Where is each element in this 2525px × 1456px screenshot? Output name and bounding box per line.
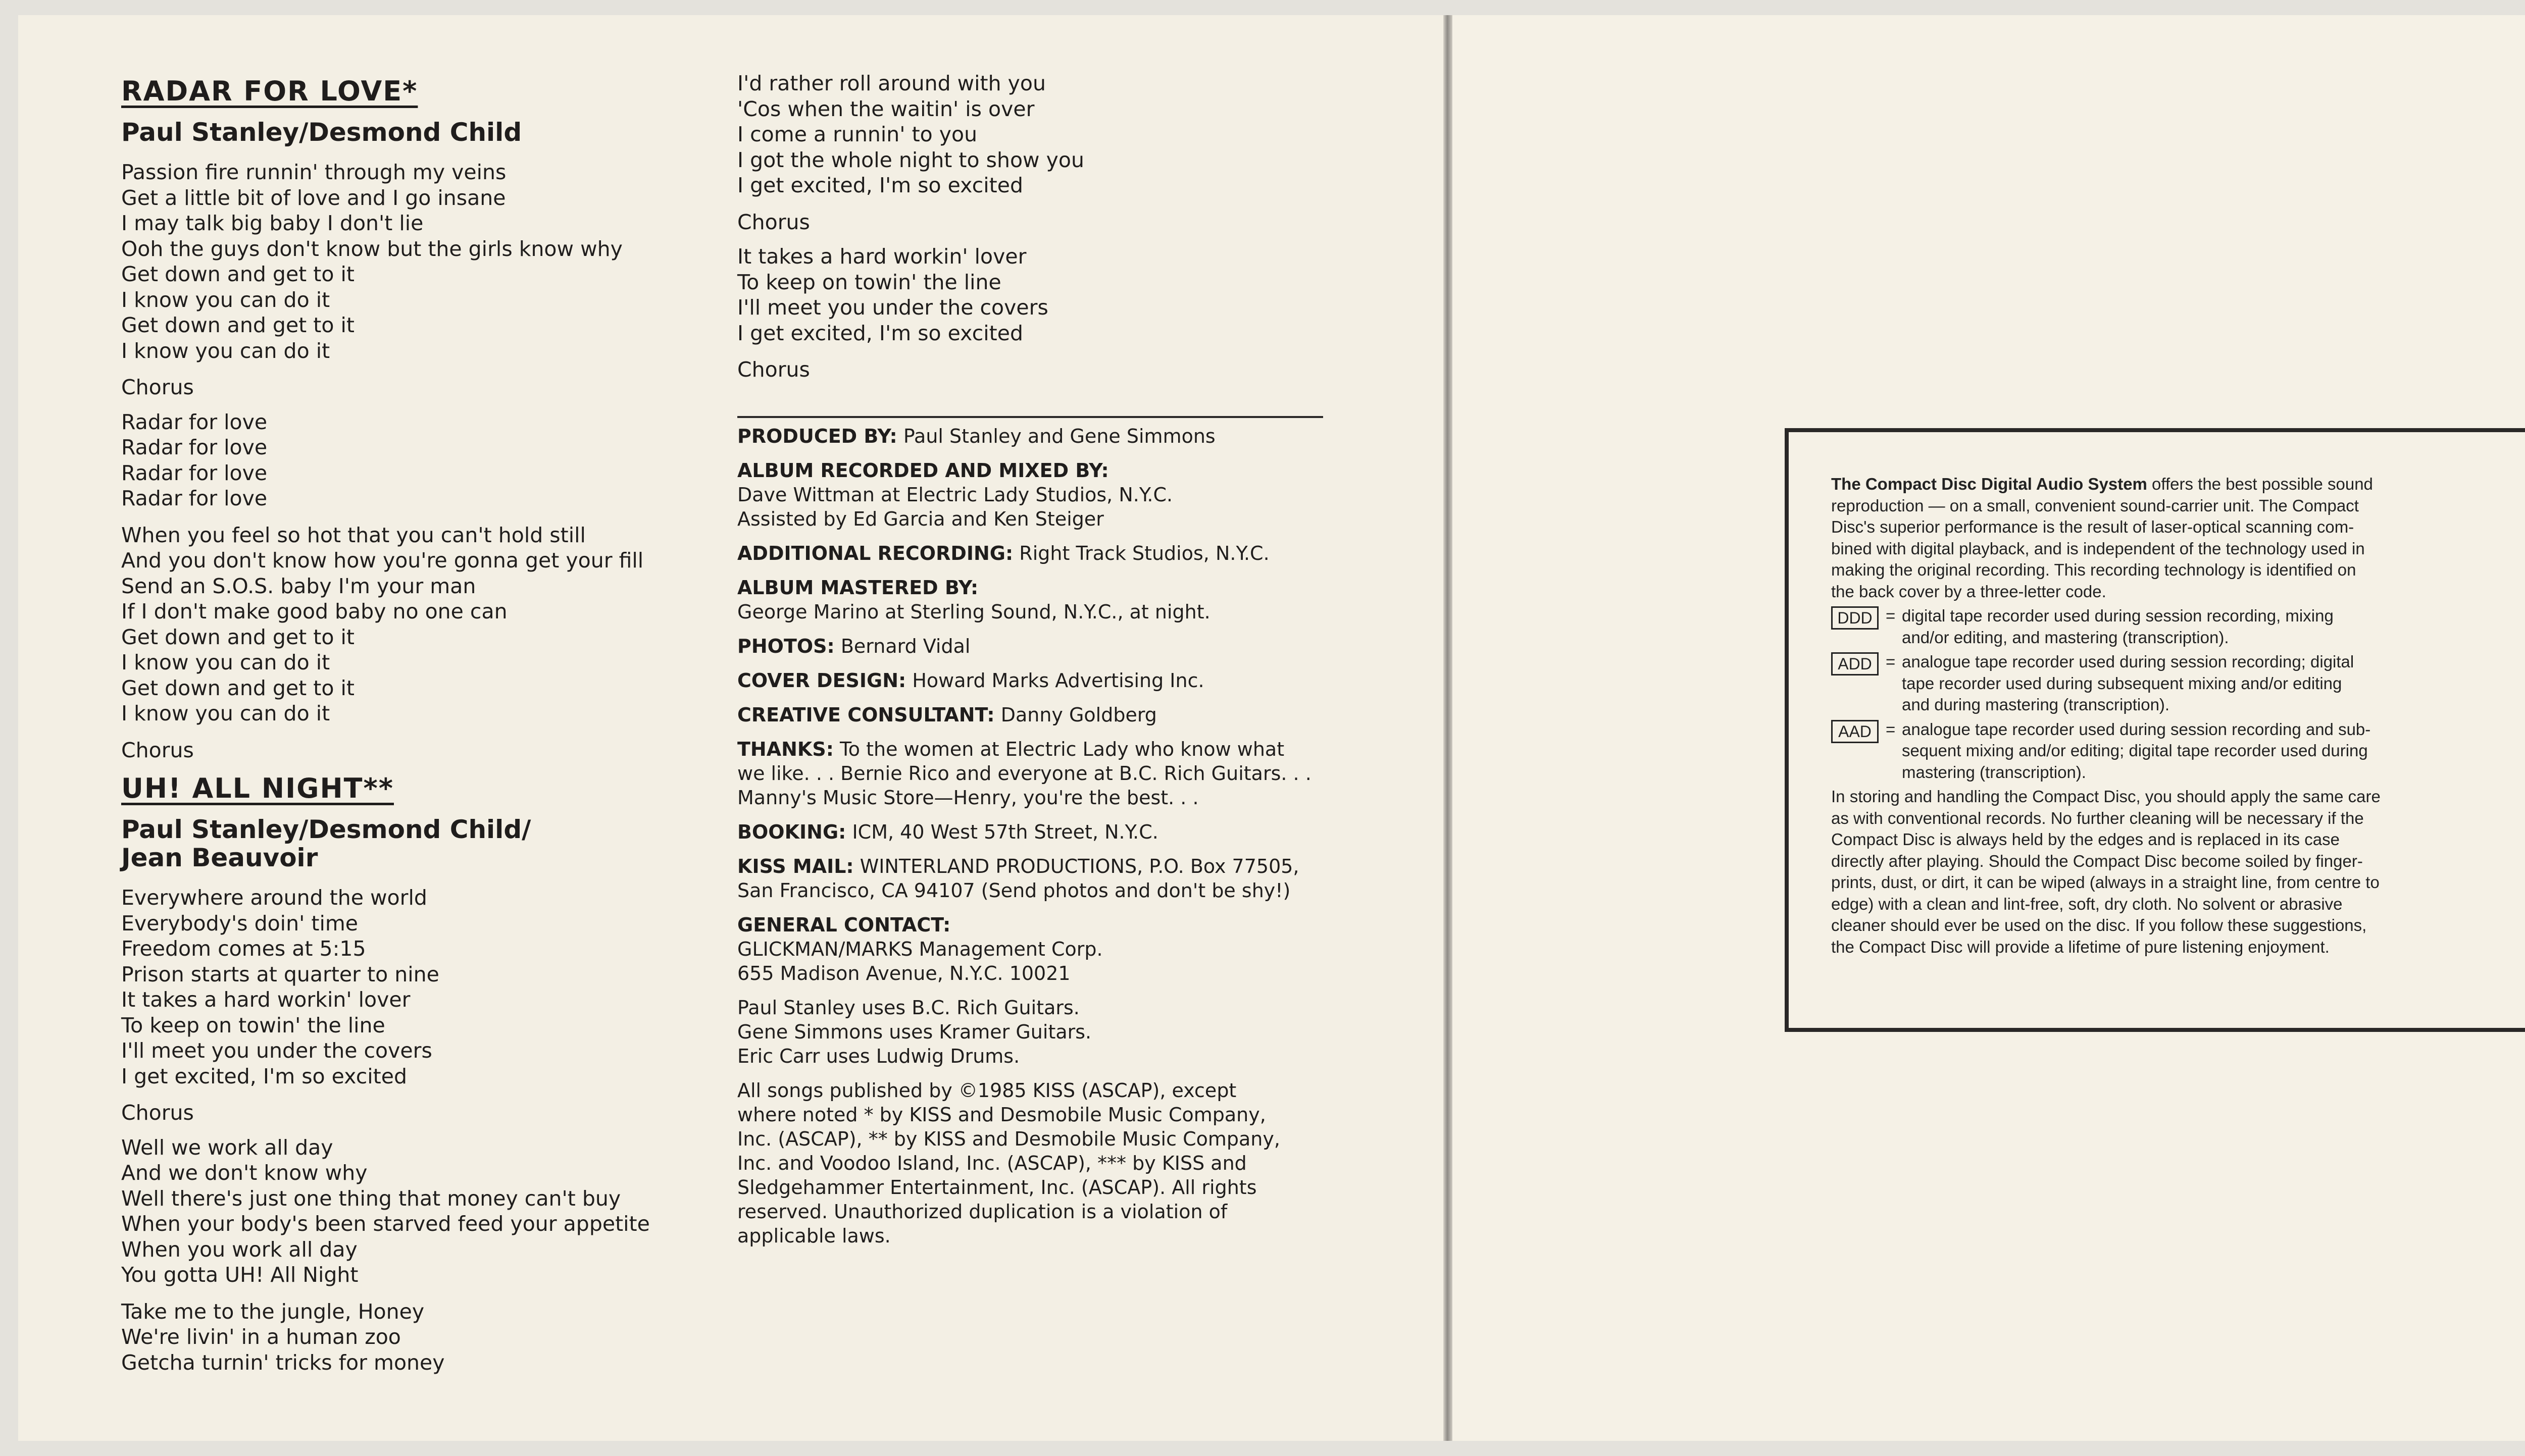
cd-care-line: directly after playing. Should the Compact Disc become soiled by finger- [1831,851,2363,870]
credit-label: ALBUM MASTERED BY: [737,576,979,599]
lyric-line: Take me to the jungle, Honey [121,1299,425,1324]
lyric-line: If I don't make good baby no one can [121,599,508,623]
lyric-line: You gotta UH! All Night [121,1263,359,1287]
lyric-line: Everywhere around the world [121,886,427,910]
publishing-line: Inc. (ASCAP), ** by KISS and Desmobile Music Company, [737,1127,1280,1150]
credit-value: To the women at Electric Lady who know what [840,738,1285,760]
credit-label: COVER DESIGN: [737,669,906,692]
credit-value: WINTERLAND PRODUCTIONS, P.O. Box 77505, [860,855,1299,877]
lyrics-credits-column [737,71,1328,1258]
credit-creative [737,703,1328,727]
credit-label: BOOKING: [737,820,846,843]
credit-value: GLICKMAN/MARKS Management Corp. [737,938,1103,960]
lyric-line: I get excited, I'm so excited [737,173,1023,197]
credit-produced [737,424,1328,448]
writer-line: Paul Stanley/Desmond Child/ [121,815,531,844]
cd-code-line: and during mastering (transcription). [1902,695,2170,714]
credit-value: San Francisco, CA 94107 (Send photos and don't be shy!) [737,879,1291,902]
lyric-line: Everybody's doin' time [121,911,358,935]
lyric-line: I know you can do it [121,287,330,312]
lyric-line: I'll meet you under the covers [737,295,1048,320]
credit-value: Danny Goldberg [1000,703,1157,726]
cd-care-text [1831,786,2500,958]
lyric-line: And we don't know why [121,1161,368,1185]
credit-cover [737,668,1328,693]
cd-code-line: sequent mixing and/or editing; digital tape recorder used during [1902,741,2368,760]
cd-code-equals: = [1886,652,1896,671]
cd-intro-line: Disc's superior performance is the result of laser-optical scanning com- [1831,517,2354,536]
lyric-line: And you don't know how you're gonna get your fill [121,548,644,573]
credit-value: Howard Marks Advertising Inc. [912,669,1204,692]
lyric-line: Prison starts at quarter to nine [121,962,439,986]
credits-divider [737,416,1323,418]
cd-code-row [1831,651,2500,716]
publishing-line: Inc. and Voodoo Island, Inc. (ASCAP), *** by KISS and [737,1152,1247,1174]
lyric-line: Freedom comes at 5:15 [121,937,366,961]
lyric-line: Get down and get to it [121,313,355,337]
cd-code-row [1831,605,2500,648]
credit-gear [737,996,1328,1068]
lyric-line: I may talk big baby I don't lie [121,211,424,235]
song-title: RADAR FOR LOVE* [121,75,418,107]
cd-code-line: analogue tape recorder used during session recording and sub- [1902,719,2371,739]
verse [121,523,732,726]
credit-value: we like. . . Bernie Rico and everyone at B.C. Rich Guitars. . . [737,762,1311,785]
verse [737,71,1328,198]
lyric-line: Radar for love [121,435,268,459]
credit-label: THANKS: [737,738,834,760]
credit-booking [737,820,1328,844]
credit-value: Manny's Music Store—Henry, you're the best. . . [737,786,1199,809]
publishing-line: All songs published by ©1985 KISS (ASCAP), except [737,1079,1237,1102]
cd-code-row [1831,719,2500,784]
credit-label: GENERAL CONTACT: [737,913,951,936]
cd-code-line: analogue tape recorder used during session recording; digital [1902,652,2354,671]
lyric-line: 'Cos when the waitin' is over [737,96,1035,121]
credit-photos [737,634,1328,658]
cd-code-line: and/or editing, and mastering (transcription). [1902,628,2229,647]
chorus-label: Chorus [121,738,194,762]
cd-code-line: digital tape recorder used during session recording, mixing [1902,606,2334,625]
booklet-fold [1443,15,1452,1441]
cd-code-description [1902,719,2500,784]
cd-intro-text: offers the best possible sound [2147,475,2373,493]
verse [121,1135,732,1288]
lyric-line: I got the whole night to show you [737,147,1084,172]
cd-code-description [1902,605,2500,648]
lyric-line: Get down and get to it [121,262,355,286]
chorus [121,409,732,511]
cd-care-line: In storing and handling the Compact Disc, you should apply the same care [1831,787,2381,806]
credit-value: Eric Carr uses Ludwig Drums. [737,1045,1020,1067]
lyric-line: When you feel so hot that you can't hold still [121,523,586,547]
chorus-label: Chorus [737,357,810,382]
lyric-line: I'll meet you under the covers [121,1038,432,1063]
lyric-line: I come a runnin' to you [737,122,978,146]
lyric-line: Get a little bit of love and I go insane [121,185,506,210]
credit-mastered [737,576,1328,624]
credit-contact [737,913,1328,985]
lyric-line: Get down and get to it [121,625,355,649]
credit-value: Bernard Vidal [840,635,971,657]
cd-intro-line: reproduction — on a small, convenient sound-carrier unit. The Compact [1831,496,2359,515]
credit-label: CREATIVE CONSULTANT: [737,703,995,726]
cd-care-line: prints, dust, or dirt, it can be wiped (always in a straight line, from centre to [1831,873,2380,892]
cd-intro-line: bined with digital playback, and is independent of the technology used in [1831,539,2365,558]
credit-label: KISS MAIL: [737,855,854,877]
credit-thanks [737,737,1328,810]
credit-mail [737,854,1328,903]
credit-value: Right Track Studios, N.Y.C. [1019,542,1270,564]
cd-code-description [1902,651,2500,716]
lyric-line: We're livin' in a human zoo [121,1325,401,1349]
lyric-line: Get down and get to it [121,675,355,700]
cd-care-line: cleaner should ever be used on the disc. If you follow these suggestions, [1831,916,2367,934]
credit-recorded [737,458,1328,531]
cd-code-badge: AAD [1831,720,1879,743]
lyric-line: Send an S.O.S. baby I'm your man [121,574,476,598]
lyric-line: I know you can do it [121,650,330,674]
lyric-line: I get excited, I'm so excited [121,1064,407,1088]
verse [121,160,732,363]
chorus-label: Chorus [737,210,810,234]
cd-code-badge: ADD [1831,652,1879,675]
lyric-line: Radar for love [121,486,268,510]
publishing-line: reserved. Unauthorized duplication is a violation of [737,1200,1228,1223]
cd-intro-heading: The Compact Disc Digital Audio System [1831,475,2147,493]
song-title: UH! ALL NIGHT** [121,772,394,804]
lyric-line: I get excited, I'm so excited [737,321,1023,345]
cd-intro-line: the back cover by a three-letter code. [1831,582,2106,601]
cd-care-line: Compact Disc is always held by the edges and is replaced in its case [1831,830,2340,849]
lyric-line: It takes a hard workin' lover [121,987,411,1012]
lyric-line: Well we work all day [121,1135,333,1160]
lyric-line: Ooh the guys don't know but the girls know why [121,236,623,261]
lyric-line: Getcha turnin' tricks for money [121,1350,445,1375]
credit-label: PHOTOS: [737,635,835,657]
publishing-line: applicable laws. [737,1224,891,1247]
lyric-line: I'd rather roll around with you [737,71,1046,95]
credit-value: ICM, 40 West 57th Street, N.Y.C. [852,820,1158,843]
lyric-line: Passion fire runnin' through my veins [121,160,507,184]
credit-additional [737,541,1328,565]
cd-intro-line [1831,474,2500,495]
lyric-line: It takes a hard workin' lover [737,244,1027,269]
lyric-line: When your body's been starved feed your appetite [121,1212,650,1236]
publishing-line: Sledgehammer Entertainment, Inc. (ASCAP). All rights [737,1176,1257,1199]
cd-care-line: the Compact Disc will provide a lifetime of pure listening enjoyment. [1831,937,2330,956]
lyric-line: Radar for love [121,409,268,434]
credit-label: ADDITIONAL RECORDING: [737,542,1014,564]
verse [737,244,1328,346]
song-writers [121,815,732,872]
cd-code-badge: DDD [1831,606,1879,630]
credit-value: 655 Madison Avenue, N.Y.C. 10021 [737,962,1071,984]
lyric-line: To keep on towin' the line [121,1013,385,1037]
cd-code-equals: = [1886,606,1896,625]
credit-value: Paul Stanley uses B.C. Rich Guitars. [737,996,1080,1019]
publishing-line: where noted * by KISS and Desmobile Music Company, [737,1103,1266,1126]
verse [121,1299,732,1376]
cd-care-line: edge) with a clean and lint-free, soft, dry cloth. No solvent or abrasive [1831,894,2343,913]
chorus-label: Chorus [121,1101,194,1125]
credit-value: George Marino at Sterling Sound, N.Y.C., at night. [737,600,1210,623]
credit-value: Dave Wittman at Electric Lady Studios, N.Y.C. [737,483,1173,506]
lyric-line: Well there's just one thing that money can't buy [121,1186,621,1211]
cd-care-line: as with conventional records. No further cleaning will be necessary if the [1831,808,2364,827]
cd-code-equals: = [1886,719,1896,739]
chorus-label: Chorus [121,375,194,399]
lyric-line: To keep on towin' the line [737,270,1001,294]
credit-label: ALBUM RECORDED AND MIXED BY: [737,459,1109,482]
credit-value: Gene Simmons uses Kramer Guitars. [737,1020,1092,1043]
verse [121,885,732,1089]
compact-disc-info-box [1785,428,2525,1032]
publishing-notice [737,1078,1328,1248]
lyric-line: I know you can do it [121,701,330,725]
song-writers: Paul Stanley/Desmond Child [121,118,522,147]
lyric-line: When you work all day [121,1237,358,1262]
writer-line: Jean Beauvoir [121,843,318,872]
lyrics-left-column [121,75,732,1386]
cd-code-line: mastering (transcription). [1902,762,2086,782]
cd-code-line: tape recorder used during subsequent mixing and/or editing [1902,673,2342,693]
lyric-line: I know you can do it [121,338,330,363]
cd-intro-line: making the original recording. This recording technology is identified on [1831,560,2356,579]
lyric-line: Radar for love [121,460,268,485]
credit-label: PRODUCED BY: [737,425,897,447]
credit-value: Assisted by Ed Garcia and Ken Steiger [737,507,1104,530]
credit-value: Paul Stanley and Gene Simmons [903,425,1216,447]
